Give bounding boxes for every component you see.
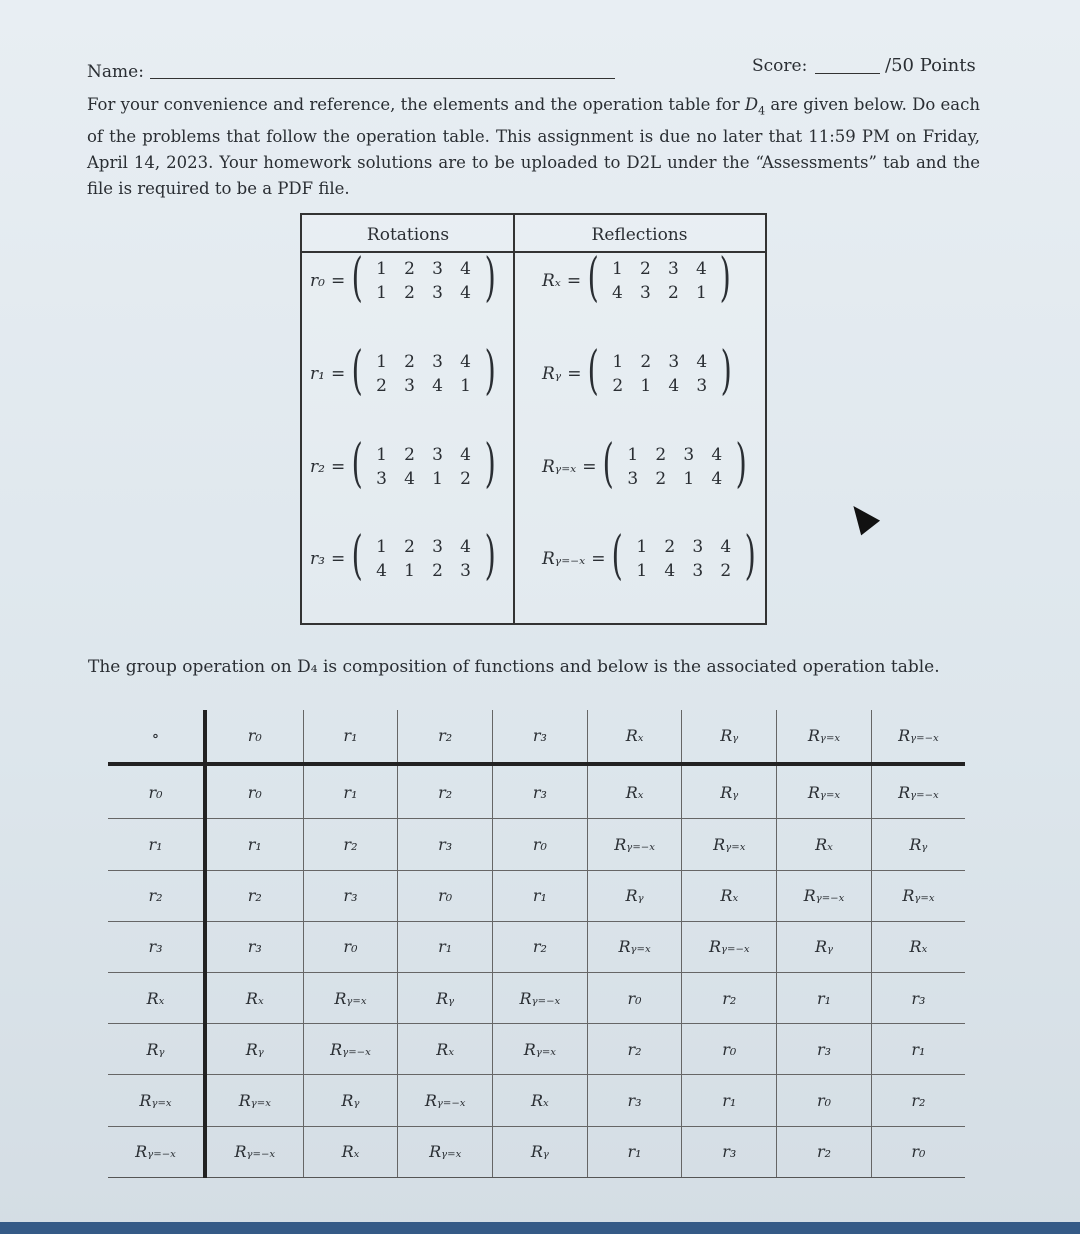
table-cell: r₀ <box>682 1024 777 1075</box>
column-header: Rₓ <box>587 710 682 764</box>
matrix-entry: 3 <box>692 561 704 581</box>
table-cell: r₁ <box>871 1024 965 1075</box>
reflection-element-3 <box>542 526 760 586</box>
table-cell: r₂ <box>587 1024 682 1075</box>
table-cell: Rₓ <box>303 1126 398 1177</box>
score-line <box>815 73 880 74</box>
name-line <box>150 78 615 79</box>
table-cell: r₁ <box>303 764 398 819</box>
matrix-entry: 2 <box>667 283 679 303</box>
matrix-entry: 1 <box>376 352 387 372</box>
table-cell: r₂ <box>682 973 777 1024</box>
mouse-cursor-icon <box>844 499 880 536</box>
matrix-entry: 3 <box>696 376 708 396</box>
matrix-entry: 3 <box>376 469 387 489</box>
table-cell: Rᵧ <box>777 921 872 972</box>
table-cell: Rᵧ₌ₓ <box>587 921 682 972</box>
matrix-entry: 4 <box>460 283 471 303</box>
table-cell: r₀ <box>205 764 303 819</box>
name-label: Name: <box>87 62 144 82</box>
row-header: Rᵧ₌ₓ <box>108 1075 205 1126</box>
table-cell: r₂ <box>303 819 398 870</box>
column-header: r₃ <box>493 710 588 764</box>
matrix-entry: 3 <box>627 469 639 489</box>
equals-sign: = <box>330 549 346 569</box>
right-paren: ) <box>484 434 496 494</box>
matrix-entry: 3 <box>432 445 443 465</box>
matrix-entry: 4 <box>460 537 471 557</box>
equals-sign: = <box>566 271 582 291</box>
permutation-matrix <box>368 350 480 398</box>
table-cell: Rₓ <box>205 973 303 1024</box>
matrix-entry: 1 <box>612 352 624 372</box>
left-paren: ( <box>612 526 624 586</box>
permutation-matrix <box>628 535 740 583</box>
composition-symbol: ∘ <box>108 710 205 764</box>
table-cell: Rᵧ₌₋ₓ <box>871 764 965 819</box>
matrix-entry: 1 <box>376 445 387 465</box>
rotation-element-3 <box>310 526 500 586</box>
matrix-entry: 3 <box>639 283 651 303</box>
table-cell: r₁ <box>587 1126 682 1177</box>
table-cell: r₃ <box>682 1126 777 1177</box>
rotation-label: r₀ <box>310 271 325 291</box>
left-paren: ( <box>351 434 363 494</box>
equals-sign: = <box>591 549 606 569</box>
rotation-element-0 <box>310 248 500 308</box>
table-cell: r₁ <box>398 921 493 972</box>
rotation-element-1 <box>310 341 500 401</box>
left-paren: ( <box>587 248 599 308</box>
matrix-entry: 1 <box>636 537 648 557</box>
bottom-bar <box>0 1222 1080 1234</box>
table-cell: Rᵧ₌ₓ <box>871 870 965 921</box>
table-cell: r₃ <box>398 819 493 870</box>
matrix-entry: 3 <box>432 352 443 372</box>
table-cell: r₀ <box>398 870 493 921</box>
rotation-element-2 <box>310 434 500 494</box>
column-header: r₀ <box>205 710 303 764</box>
equals-sign: = <box>330 457 346 477</box>
table-cell: r₂ <box>398 764 493 819</box>
matrix-entry: 2 <box>460 469 471 489</box>
table-cell: r₁ <box>777 973 872 1024</box>
right-paren: ) <box>719 248 732 308</box>
table-cell: Rᵧ₌₋ₓ <box>777 870 872 921</box>
left-paren: ( <box>603 434 615 494</box>
intro-part2: are given below. Do each of the problems that follow the operation table. This assignment is due no later that 11:59 PM on Friday, April 14, 2023. Your homework solutions are to be uploaded to D2L under the “Assessments” tab and the file is required to be a PDF file. <box>87 95 980 199</box>
matrix-entry: 4 <box>695 259 707 279</box>
matrix-entry: 2 <box>720 561 732 581</box>
table-row <box>108 764 965 819</box>
matrix-entry: 2 <box>612 376 624 396</box>
table-cell: Rᵧ <box>205 1024 303 1075</box>
column-header: r₂ <box>398 710 493 764</box>
matrix-entry: 4 <box>668 376 680 396</box>
table-cell: r₁ <box>682 1075 777 1126</box>
reflection-label: Rᵧ₌ₓ <box>542 457 577 477</box>
table-cell: Rᵧ₌ₓ <box>493 1024 588 1075</box>
table-cell: Rᵧ₌ₓ <box>777 764 872 819</box>
rotation-label: r₂ <box>310 457 325 477</box>
table-cell: Rᵧ₌₋ₓ <box>493 973 588 1024</box>
rotation-label: r₁ <box>310 364 325 384</box>
matrix-entry: 2 <box>376 376 387 396</box>
table-cell: r₃ <box>205 921 303 972</box>
row-header: Rᵧ₌₋ₓ <box>108 1126 205 1177</box>
left-paren: ( <box>351 341 363 401</box>
table-cell: r₃ <box>587 1075 682 1126</box>
table-cell: r₃ <box>777 1024 872 1075</box>
equals-sign: = <box>330 271 346 291</box>
matrix-entry: 2 <box>639 259 651 279</box>
left-paren: ( <box>351 526 363 586</box>
matrix-entry: 3 <box>432 537 443 557</box>
matrix-entry: 4 <box>711 445 723 465</box>
row-header: Rᵧ <box>108 1024 205 1075</box>
table-cell: Rᵧ₌ₓ <box>398 1126 493 1177</box>
table-cell: Rᵧ <box>303 1075 398 1126</box>
table-row <box>108 819 965 870</box>
table-cell: Rᵧ <box>871 819 965 870</box>
matrix-entry: 1 <box>376 283 387 303</box>
table-cell: r₀ <box>777 1075 872 1126</box>
table-cell: Rᵧ₌₋ₓ <box>205 1126 303 1177</box>
matrix-entry: 4 <box>611 283 623 303</box>
table-row <box>108 973 965 1024</box>
table-cell: r₁ <box>493 870 588 921</box>
matrix-entry: 4 <box>711 469 723 489</box>
right-paren: ) <box>484 341 496 401</box>
table-cell: Rₓ <box>871 921 965 972</box>
table-cell: Rᵧ₌ₓ <box>205 1075 303 1126</box>
equals-sign: = <box>567 364 582 384</box>
operation-table-wrap <box>108 710 965 1178</box>
table-cell: Rᵧ₌ₓ <box>303 973 398 1024</box>
table-cell: Rᵧ₌₋ₓ <box>682 921 777 972</box>
matrix-entry: 4 <box>460 352 471 372</box>
column-header: Rᵧ₌ₓ <box>777 710 872 764</box>
table-cell: r₃ <box>493 764 588 819</box>
table-cell: Rᵧ <box>398 973 493 1024</box>
permutation-matrix <box>368 535 480 583</box>
operation-caption: The group operation on D₄ is composition of functions and below is the associated operation table. <box>88 657 940 677</box>
matrix-entry: 3 <box>404 376 415 396</box>
table-cell: r₀ <box>871 1126 965 1177</box>
table-cell: r₂ <box>205 870 303 921</box>
left-paren: ( <box>588 341 600 401</box>
row-header: r₃ <box>108 921 205 972</box>
matrix-entry: 4 <box>664 561 676 581</box>
matrix-entry: 3 <box>683 445 695 465</box>
table-cell: r₀ <box>493 819 588 870</box>
matrix-entry: 3 <box>668 352 680 372</box>
table-cell: r₂ <box>777 1126 872 1177</box>
right-paren: ) <box>720 341 732 401</box>
matrix-entry: 4 <box>404 469 415 489</box>
elements-divider <box>513 215 515 623</box>
right-paren: ) <box>744 526 756 586</box>
matrix-entry: 3 <box>432 259 443 279</box>
table-cell: Rₓ <box>398 1024 493 1075</box>
table-cell: Rᵧ <box>493 1126 588 1177</box>
right-paren: ) <box>484 248 496 308</box>
matrix-entry: 1 <box>611 259 623 279</box>
matrix-entry: 2 <box>404 445 415 465</box>
table-cell: r₀ <box>587 973 682 1024</box>
table-cell: r₂ <box>493 921 588 972</box>
matrix-entry: 1 <box>683 469 695 489</box>
matrix-entry: 4 <box>460 445 471 465</box>
table-cell: r₀ <box>303 921 398 972</box>
equals-sign: = <box>330 364 346 384</box>
operation-table <box>108 710 965 1178</box>
row-header: r₀ <box>108 764 205 819</box>
table-cell: Rₓ <box>493 1075 588 1126</box>
table-cell: r₁ <box>205 819 303 870</box>
table-cell: Rᵧ₌₋ₓ <box>587 819 682 870</box>
matrix-entry: 4 <box>460 259 471 279</box>
score-label: Score: <box>752 56 808 76</box>
matrix-entry: 3 <box>432 283 443 303</box>
reflections-header: Reflections <box>514 215 765 253</box>
table-cell: Rᵧ₌₋ₓ <box>303 1024 398 1075</box>
matrix-entry: 2 <box>640 352 652 372</box>
matrix-entry: 1 <box>695 283 707 303</box>
permutation-matrix <box>603 257 715 305</box>
matrix-entry: 2 <box>655 469 667 489</box>
reflection-label: Rᵧ₌₋ₓ <box>542 549 586 569</box>
reflection-element-1 <box>542 341 736 401</box>
table-cell: Rᵧ₌ₓ <box>682 819 777 870</box>
left-paren: ( <box>351 248 363 308</box>
matrix-entry: 4 <box>696 352 708 372</box>
rotation-label: r₃ <box>310 549 325 569</box>
right-paren: ) <box>735 434 747 494</box>
matrix-entry: 3 <box>667 259 679 279</box>
matrix-entry: 1 <box>640 376 652 396</box>
matrix-entry: 1 <box>432 469 443 489</box>
table-cell: r₂ <box>871 1075 965 1126</box>
matrix-entry: 2 <box>404 283 415 303</box>
table-cell: Rᵧ <box>682 764 777 819</box>
table-cell: Rₓ <box>682 870 777 921</box>
matrix-entry: 2 <box>664 537 676 557</box>
table-cell: Rᵧ₌₋ₓ <box>398 1075 493 1126</box>
matrix-entry: 3 <box>460 561 471 581</box>
table-row <box>108 1024 965 1075</box>
intro-paragraph <box>87 92 980 202</box>
matrix-entry: 3 <box>692 537 704 557</box>
row-header: r₂ <box>108 870 205 921</box>
equals-sign: = <box>582 457 597 477</box>
operation-header-row <box>108 710 965 764</box>
matrix-entry: 1 <box>404 561 415 581</box>
permutation-matrix <box>368 257 480 305</box>
right-paren: ) <box>484 526 496 586</box>
rotations-header: Rotations <box>302 215 514 253</box>
intro-group: D <box>744 95 759 114</box>
matrix-entry: 1 <box>636 561 648 581</box>
matrix-entry: 4 <box>432 376 443 396</box>
table-row <box>108 921 965 972</box>
matrix-entry: 1 <box>376 537 387 557</box>
table-cell: Rᵧ <box>587 870 682 921</box>
column-header: Rᵧ <box>682 710 777 764</box>
matrix-entry: 2 <box>404 259 415 279</box>
table-row <box>108 1075 965 1126</box>
table-cell: Rₓ <box>777 819 872 870</box>
matrix-entry: 2 <box>404 352 415 372</box>
reflection-element-2 <box>542 434 751 494</box>
reflection-label: Rₓ <box>542 271 561 291</box>
table-cell: Rₓ <box>587 764 682 819</box>
table-row <box>108 870 965 921</box>
intro-part1: For your convenience and reference, the elements and the operation table for <box>87 95 745 114</box>
permutation-matrix <box>604 350 716 398</box>
matrix-entry: 2 <box>655 445 667 465</box>
matrix-entry: 4 <box>720 537 732 557</box>
matrix-entry: 1 <box>460 376 471 396</box>
matrix-entry: 1 <box>376 259 387 279</box>
row-header: r₁ <box>108 819 205 870</box>
table-cell: r₃ <box>871 973 965 1024</box>
permutation-matrix <box>368 443 480 491</box>
reflection-label: Rᵧ <box>542 364 562 384</box>
intro-group-sub: 4 <box>758 104 766 118</box>
matrix-entry: 4 <box>376 561 387 581</box>
matrix-entry: 2 <box>404 537 415 557</box>
row-header: Rₓ <box>108 973 205 1024</box>
permutation-matrix <box>619 443 731 491</box>
column-header: r₁ <box>303 710 398 764</box>
matrix-entry: 2 <box>432 561 443 581</box>
matrix-entry: 1 <box>627 445 639 465</box>
table-row <box>108 1126 965 1177</box>
reflection-element-0 <box>542 248 736 308</box>
table-cell: r₃ <box>303 870 398 921</box>
column-header: Rᵧ₌₋ₓ <box>871 710 965 764</box>
elements-table <box>300 213 767 625</box>
score-points: /50 Points <box>885 55 976 76</box>
